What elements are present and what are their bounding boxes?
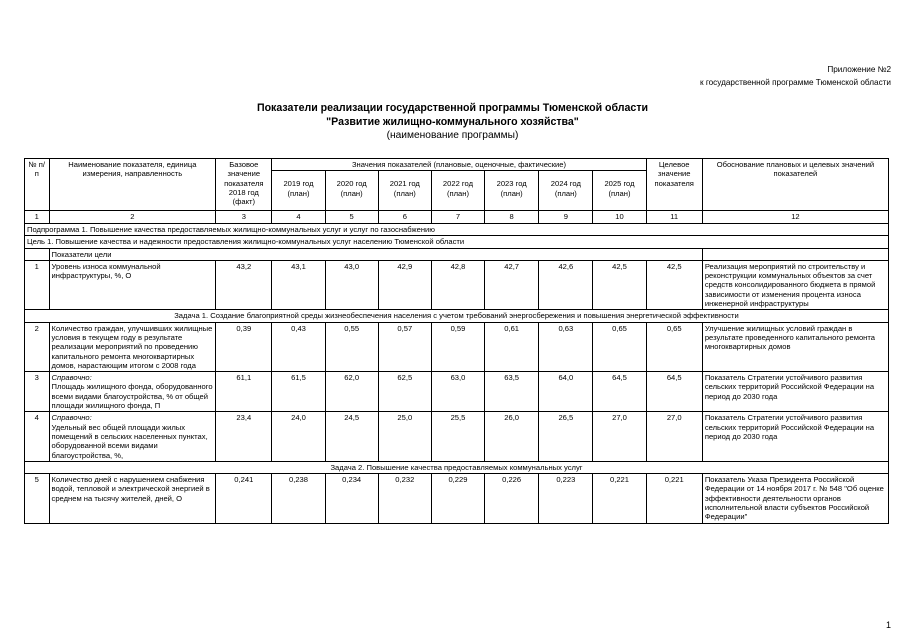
basis-text: Показатель Стратегии устойчивого развития сельских территорий Российской Федерации на период до 2030 года <box>702 372 888 412</box>
plan-value: 62,0 <box>325 372 378 412</box>
base-value: 61,1 <box>216 372 272 412</box>
plan-value: 43,1 <box>272 260 325 309</box>
row-number: 5 <box>25 474 50 523</box>
plan-value: 0,234 <box>325 474 378 523</box>
indicator-name-cell <box>49 260 216 309</box>
header-name: Наименование показателя, единица измерения, направленность <box>49 159 216 211</box>
appendix-line-2: к государственной программе Тюменской области <box>699 78 891 87</box>
document-title <box>0 101 905 143</box>
goal-indicators-label: Показатели цели <box>49 248 702 260</box>
indicator-name-cell <box>49 322 216 371</box>
row-number: 4 <box>25 412 50 461</box>
plan-value: 26,5 <box>539 412 593 461</box>
plan-value: 25,0 <box>378 412 431 461</box>
plan-value: 64,5 <box>593 372 646 412</box>
plan-value: 24,5 <box>325 412 378 461</box>
plan-value: 0,221 <box>593 474 646 523</box>
plan-value: 63,5 <box>485 372 539 412</box>
plan-value: 0,55 <box>325 322 378 371</box>
plan-value: 42,7 <box>485 260 539 309</box>
plan-value: 27,0 <box>593 412 646 461</box>
header-basis: Обоснование плановых и целевых значений показателей <box>702 159 888 211</box>
plan-value: 42,5 <box>593 260 646 309</box>
plan-value: 42,9 <box>378 260 431 309</box>
row-number: 2 <box>25 322 50 371</box>
column-number: 6 <box>378 211 431 224</box>
goal-indicators-row <box>25 248 889 260</box>
plan-value: 26,0 <box>485 412 539 461</box>
plan-value: 43,0 <box>325 260 378 309</box>
column-number: 2 <box>49 211 216 224</box>
plan-value: 0,43 <box>272 322 325 371</box>
plan-value: 63,0 <box>431 372 484 412</box>
plan-value: 25,5 <box>431 412 484 461</box>
indicator-name: Количество граждан, улучшивших жилищные условия в текущем году в результате реализации мероприятий по проведению капитального ремонта многоквартирных домов, нарастающим итогом с 2008 года <box>51 323 213 370</box>
page-number: 1 <box>885 620 891 630</box>
target-value: 0,221 <box>646 474 702 523</box>
indicator-name-cell <box>49 372 216 412</box>
header-year: 2022 год (план) <box>431 171 484 211</box>
plan-value: 0,63 <box>539 322 593 371</box>
indicators-table <box>24 158 889 524</box>
indicator-row <box>25 372 889 412</box>
reference-prefix: Справочно: <box>51 413 92 423</box>
goal-title: Цель 1. Повышение качества и надежности предоставления жилищно-коммунальных услуг населению Тюменской области <box>25 236 889 248</box>
plan-value: 62,5 <box>378 372 431 412</box>
task-title: Задача 2. Повышение качества предоставляемых коммунальных услуг <box>25 461 889 473</box>
header-target: Целевое значение показателя <box>646 159 702 211</box>
row-number: 3 <box>25 372 50 412</box>
plan-value: 0,59 <box>431 322 484 371</box>
basis-text: Реализация мероприятий по строительству и реконструкции коммунальных объектов за счет средств консолидированного бюджета в прямой зависимости от изменения процента износа инженерной инфраструктуры <box>702 260 888 309</box>
base-value: 0,39 <box>216 322 272 371</box>
basis-text: Показатель Стратегии устойчивого развития сельских территорий Российской Федерации на период до 2030 года <box>702 412 888 461</box>
column-number: 11 <box>646 211 702 224</box>
plan-value: 0,232 <box>378 474 431 523</box>
target-value: 42,5 <box>646 260 702 309</box>
plan-value: 0,223 <box>539 474 593 523</box>
plan-value: 42,6 <box>539 260 593 309</box>
indicator-name-cell <box>49 474 216 523</box>
column-number: 8 <box>485 211 539 224</box>
appendix-note <box>700 63 891 89</box>
header-year: 2021 год (план) <box>378 171 431 211</box>
plan-value: 24,0 <box>272 412 325 461</box>
target-value: 0,65 <box>646 322 702 371</box>
base-value: 23,4 <box>216 412 272 461</box>
title-line-1: Показатели реализации государственной программы Тюменской области <box>256 102 649 114</box>
header-year: 2019 год (план) <box>272 171 325 211</box>
plan-value: 0,61 <box>485 322 539 371</box>
plan-value: 64,0 <box>539 372 593 412</box>
plan-value: 0,65 <box>593 322 646 371</box>
plan-value: 0,238 <box>272 474 325 523</box>
plan-value: 61,5 <box>272 372 325 412</box>
header-row-1 <box>25 159 889 171</box>
indicator-name: Уровень износа коммунальной инфраструктуры, %, О <box>51 261 161 281</box>
base-value: 43,2 <box>216 260 272 309</box>
task-1-row <box>25 310 889 322</box>
basis-text: Улучшение жилищных условий граждан в результате проведенного капитального ремонта многоквартирных домов <box>702 322 888 371</box>
column-number: 7 <box>431 211 484 224</box>
indicator-row <box>25 474 889 523</box>
header-year: 2025 год (план) <box>593 171 646 211</box>
column-number: 4 <box>272 211 325 224</box>
plan-value: 0,229 <box>431 474 484 523</box>
reference-prefix: Справочно: <box>51 373 92 383</box>
basis-text: Показатель Указа Президента Российской Федерации от 14 ноября 2017 г. № 548 "Об оценке эффективности деятельности органов исполнительной власти субъектов Российской Федерации" <box>702 474 888 523</box>
subprogram-title: Подпрограмма 1. Повышение качества предоставляемых жилищно-коммунальных услуг и услуг по газоснабжению <box>25 224 889 236</box>
base-value: 0,241 <box>216 474 272 523</box>
indicator-name: Удельный вес общей площади жилых помещений в сельских населенных пунктах, оборудованной всеми видами благоустройства, %, <box>51 422 208 460</box>
indicator-name: Количество дней с нарушением снабжения водой, тепловой и электрической энергией в среднем на тысячу жителей, дней, О <box>51 475 210 503</box>
task-2-row <box>25 461 889 473</box>
column-number-row <box>25 211 889 224</box>
column-number: 3 <box>216 211 272 224</box>
subprogram-row <box>25 224 889 236</box>
column-number: 5 <box>325 211 378 224</box>
plan-value: 42,8 <box>431 260 484 309</box>
indicator-row <box>25 260 889 309</box>
indicator-row <box>25 322 889 371</box>
task-title: Задача 1. Создание благоприятной среды жизнеобеспечения населения с учетом требований энергосбережения и повышения энергетической эффективности <box>25 310 889 322</box>
column-number: 1 <box>25 211 50 224</box>
indicator-row <box>25 412 889 461</box>
goal-row <box>25 236 889 248</box>
target-value: 64,5 <box>646 372 702 412</box>
plan-value: 0,57 <box>378 322 431 371</box>
header-num: № п/п <box>25 159 50 211</box>
header-base: Базовое значение показателя 2018 год (факт) <box>216 159 272 211</box>
indicator-name: Площадь жилищного фонда, оборудованного всеми видами благоустройства, % от общей площади жилищного фонда, П <box>51 382 213 411</box>
header-year: 2023 год (план) <box>485 171 539 211</box>
target-value: 27,0 <box>646 412 702 461</box>
column-number: 9 <box>539 211 593 224</box>
column-number: 10 <box>593 211 646 224</box>
indicator-name-cell <box>49 412 216 461</box>
column-number: 12 <box>702 211 888 224</box>
row-number: 1 <box>25 260 50 309</box>
header-year: 2020 год (план) <box>325 171 378 211</box>
title-line-3: (наименование программы) <box>386 130 519 141</box>
plan-value: 0,226 <box>485 474 539 523</box>
header-values-group: Значения показателей (плановые, оценочные, фактические) <box>272 159 646 171</box>
title-line-2: "Развитие жилищно-коммунального хозяйства" <box>326 116 579 128</box>
appendix-line-1: Приложение №2 <box>827 65 891 74</box>
header-year: 2024 год (план) <box>539 171 593 211</box>
